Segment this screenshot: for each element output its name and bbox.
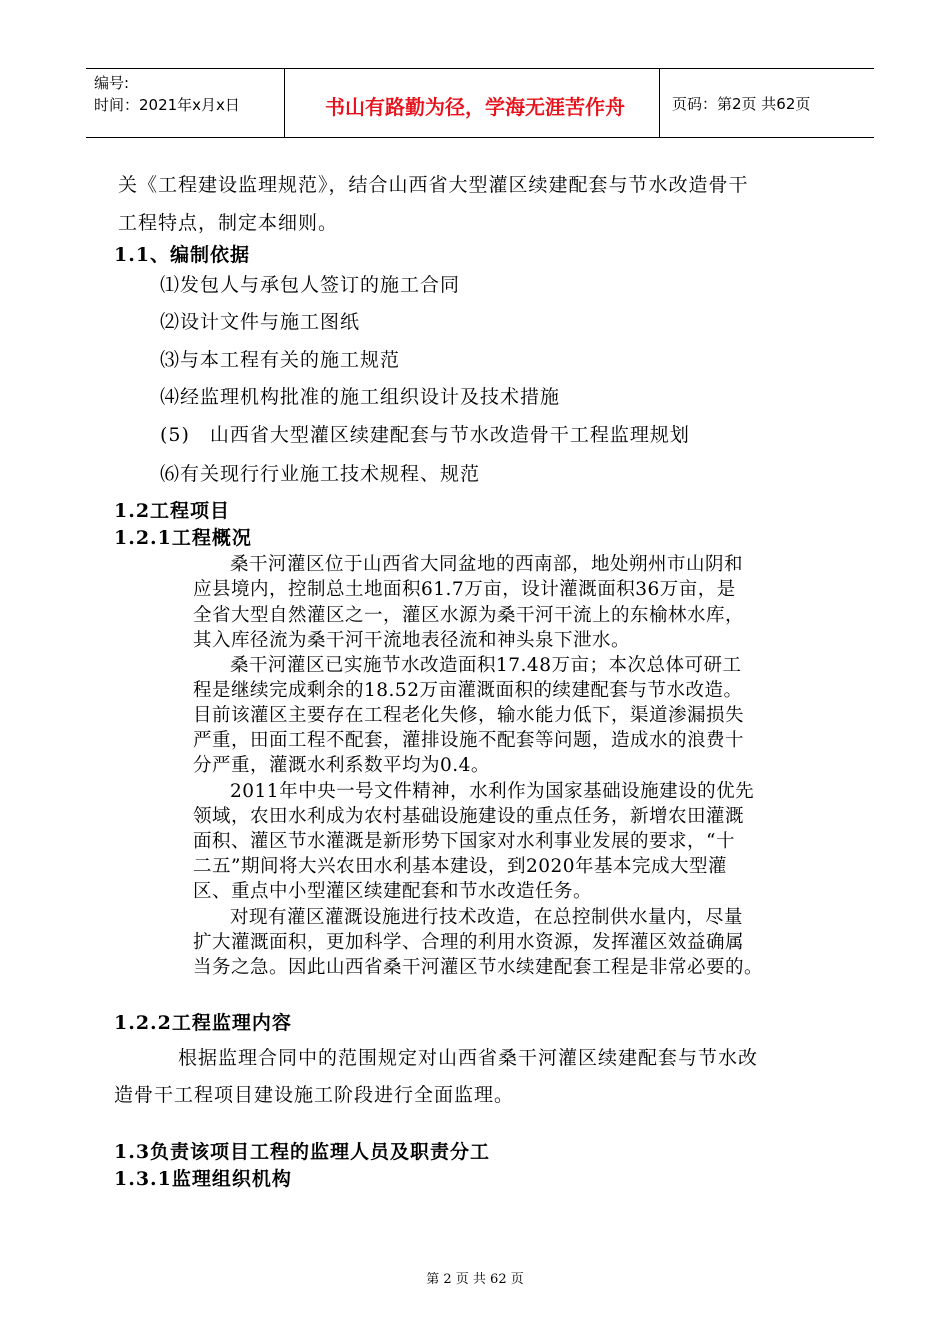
overview-line: 桑干河灌区位于山西省大同盆地的西南部，地处朔州市山阴和 <box>230 554 744 575</box>
overview-line: 2011年中央一号文件精神，水利作为国家基础设施建设的优先 <box>230 781 755 802</box>
section-heading-1-2-2: 1.2.2工程监理内容 <box>114 1012 292 1034</box>
overview-line: 面积、灌区节水灌溉是新形势下国家对水利事业发展的要求，“十 <box>193 831 735 852</box>
header-divider <box>284 69 285 137</box>
basis-item: (5) 山西省大型灌区续建配套与节水改造骨干工程监理规划 <box>160 424 690 446</box>
header-time-label: 时间：2021年x月x日 <box>94 96 240 114</box>
overview-line: 程是继续完成剩余的18.52万亩灌溉面积的续建配套与节水改造。 <box>193 680 743 701</box>
overview-line: 桑干河灌区已实施节水改造面积17.48万亩；本次总体可研工 <box>230 655 742 676</box>
overview-line: 区、重点中小型灌区续建配套和节水改造任务。 <box>193 881 593 902</box>
overview-line: 当务之急。因此山西省桑干河灌区节水续建配套工程是非常必要的。 <box>193 957 764 978</box>
overview-line: 分严重，灌溉水利系数平均为0.4。 <box>193 755 490 776</box>
overview-line: 应县境内，控制总土地面积61.7万亩，设计灌溉面积36万亩，是 <box>193 579 736 600</box>
header-meta <box>94 72 240 116</box>
basis-item: ⑵设计文件与施工图纸 <box>160 311 361 333</box>
overview-line: 严重，田面工程不配套，灌排设施不配套等问题，造成水的浪费十 <box>193 730 745 751</box>
header-motto: 书山有路勤为径，学海无涯苦作舟 <box>325 95 625 119</box>
basis-item: ⑹有关现行行业施工技术规程、规范 <box>160 463 481 485</box>
page-header <box>86 68 874 138</box>
overview-line: 全省大型自然灌区之一，灌区水源为桑干河干流上的东榆林水库， <box>193 605 745 626</box>
overview-line: 目前该灌区主要存在工程老化失修，输水能力低下，渠道渗漏损失 <box>193 705 745 726</box>
basis-item: ⑶与本工程有关的施工规范 <box>160 349 401 371</box>
overview-line: 扩大灌溉面积，更加科学、合理的利用水资源，发挥灌区效益确属 <box>193 932 745 953</box>
page-footer: 第 2 页 共 62 页 <box>426 1272 524 1287</box>
section-heading-1-1: 1.1、编制依据 <box>114 244 251 266</box>
intro-line: 关《工程建设监理规范》，结合山西省大型灌区续建配套与节水改造骨干 <box>118 174 749 196</box>
overview-line: 对现有灌区灌溉设施进行技术改造，在总控制供水量内，尽量 <box>230 907 744 928</box>
section-heading-1-2-1: 1.2.1工程概况 <box>114 527 252 549</box>
section-heading-1-3-1: 1.3.1监理组织机构 <box>114 1168 292 1190</box>
basis-item: ⑴发包人与承包人签订的施工合同 <box>160 274 461 296</box>
scope-line: 根据监理合同中的范围规定对山西省桑干河灌区续建配套与节水改 <box>178 1047 759 1069</box>
header-divider <box>659 69 660 137</box>
section-heading-1-3: 1.3负责该项目工程的监理人员及职责分工 <box>114 1141 491 1163</box>
header-page-label: 页码：第2页 共62页 <box>672 95 811 113</box>
section-heading-1-2: 1.2工程项目 <box>114 500 231 522</box>
scope-line: 造骨干工程项目建设施工阶段进行全面监理。 <box>114 1084 515 1106</box>
header-number-label: 编号: <box>94 74 130 92</box>
basis-item: ⑷经监理机构批准的施工组织设计及技术措施 <box>160 386 561 408</box>
overview-line: 二五”期间将大兴农田水利基本建设，到2020年基本完成大型灌 <box>193 856 728 877</box>
intro-line: 工程特点，制定本细则。 <box>118 212 339 234</box>
overview-line: 其入库径流为桑干河干流地表径流和神头泉下泄水。 <box>193 630 631 651</box>
overview-line: 领域，农田水利成为农村基础设施建设的重点任务，新增农田灌溉 <box>193 806 745 827</box>
